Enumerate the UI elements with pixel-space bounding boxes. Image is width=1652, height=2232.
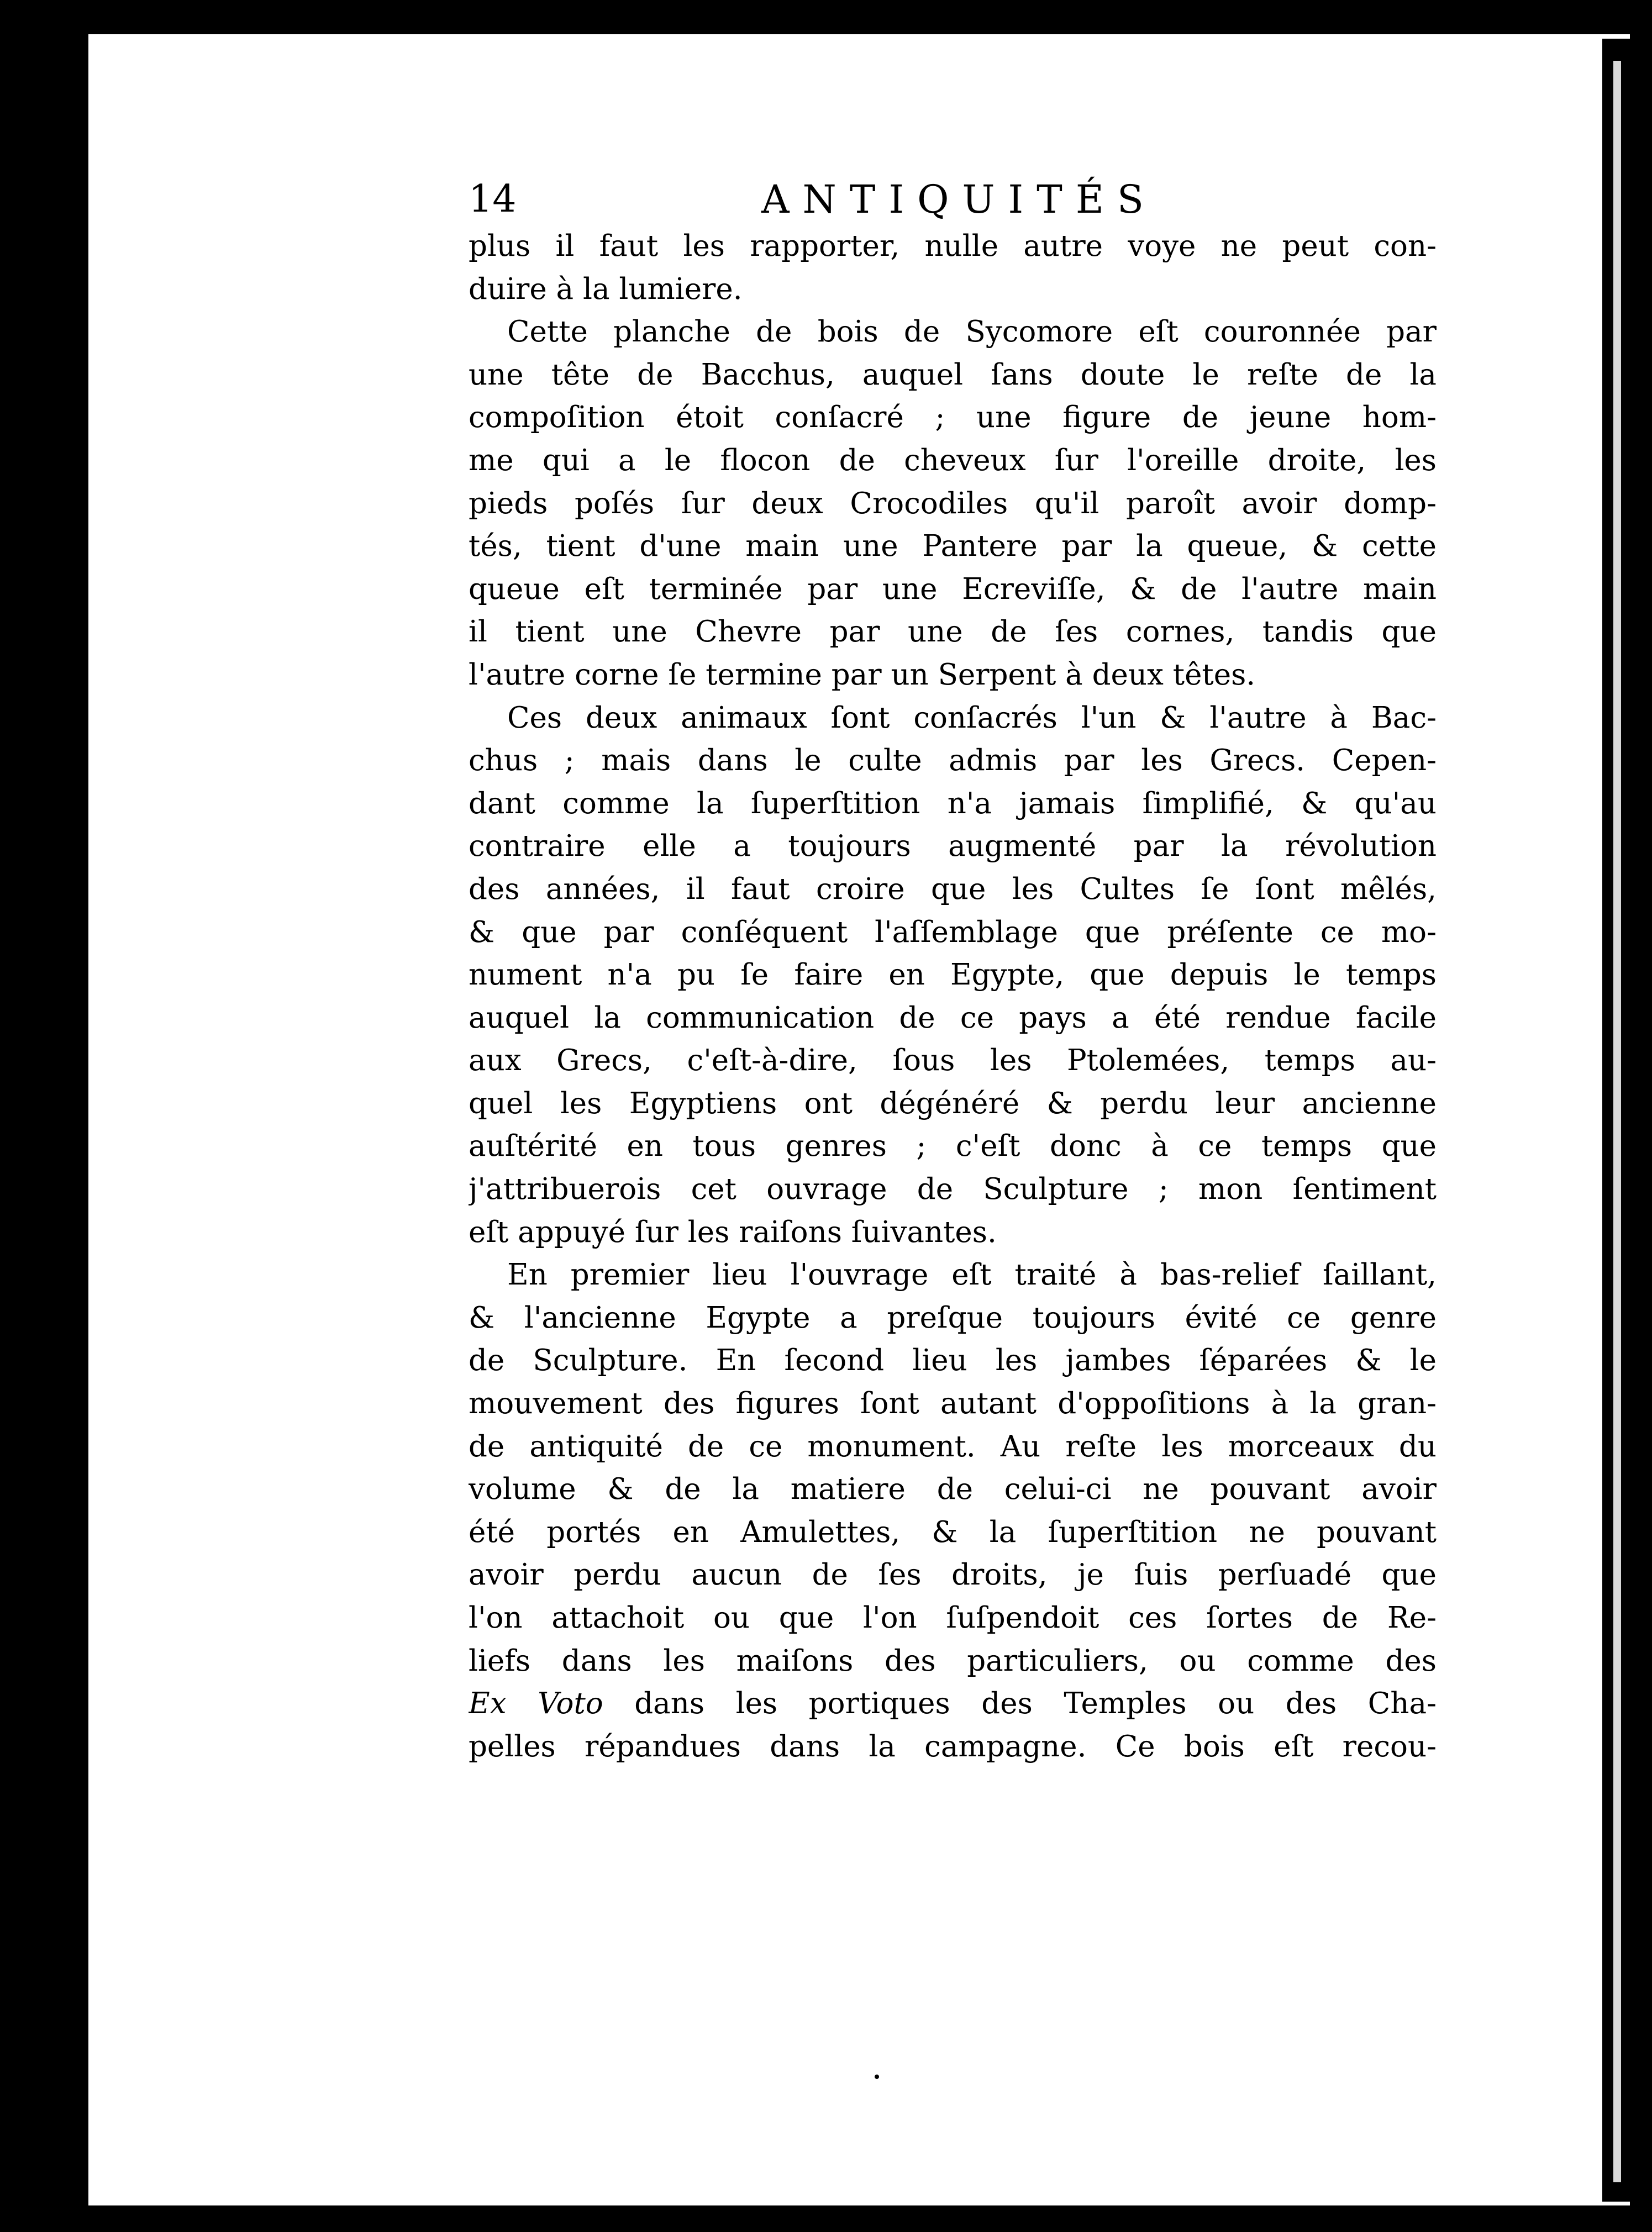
- text-line: été portés en Amulettes, & la ſuperſtition ne pouvant: [469, 1515, 1437, 1549]
- text-line: nument n'a pu ſe faire en Egypte, que depuis le temps: [469, 958, 1437, 992]
- text-line: il tient une Chevre par une de ſes cornes, tandis que: [469, 615, 1437, 649]
- text-line: mouvement des figures ſont autant d'oppoſitions à la gran-: [469, 1387, 1437, 1421]
- text-line: l'on attachoit ou que l'on ſuſpendoit ces ſortes de Re-: [469, 1601, 1437, 1635]
- text-line: de Sculpture. En ſecond lieu les jambes ſéparées & le: [469, 1344, 1437, 1378]
- text-line: avoir perdu aucun de ſes droits, je ſuis perſuadé que: [469, 1558, 1437, 1592]
- text-line: liefs dans les maiſons des particuliers, ou comme des: [469, 1644, 1437, 1678]
- text-line: queue eſt terminée par une Ecreviſſe, & de l'autre main: [469, 572, 1437, 606]
- text-block: [469, 174, 1437, 1768]
- text-line: dant comme la ſuperſtition n'a jamais ſimplifié, & qu'au: [469, 786, 1437, 820]
- text-line: eſt appuyé ſur les raiſons ſuivantes.: [469, 1215, 997, 1249]
- text-line: compoſition étoit conſacré ; une figure de jeune hom-: [469, 401, 1437, 435]
- text-line: plus il faut les rapporter, nulle autre voye ne peut con-: [469, 229, 1437, 263]
- text-line: auquel la communication de ce pays a été rendue facile: [469, 1001, 1437, 1035]
- italic-phrase: Ex Voto: [469, 1687, 603, 1721]
- paragraph-4: [469, 1254, 1437, 1768]
- text-line: auſtérité en tous genres ; c'eſt donc à ce temps que: [469, 1129, 1437, 1164]
- text-line: & l'ancienne Egypte a preſque toujours évité ce genre: [469, 1301, 1437, 1335]
- page-number: 14: [469, 177, 517, 221]
- text-line: tés, tient d'une main une Pantere par la queue, & cette: [469, 529, 1437, 564]
- text-line: des années, il faut croire que les Cultes ſe ſont mêlés,: [469, 872, 1437, 906]
- text-line: duire à la lumiere.: [469, 272, 743, 306]
- text-line: quel les Egyptiens ont dégénéré & perdu leur ancienne: [469, 1086, 1437, 1120]
- text-line: une tête de Bacchus, auquel ſans doute le reſte de la: [469, 357, 1437, 392]
- paragraph-2: [469, 310, 1437, 696]
- paragraph-3: [469, 697, 1437, 1254]
- text-line-rest: dans les portiques des Temples ou des Cha-: [603, 1687, 1437, 1721]
- text-line: l'autre corne ſe termine par un Serpent à deux têtes.: [469, 657, 1256, 692]
- page-speck: [875, 2075, 879, 2079]
- text-line: volume & de la matiere de celui-ci ne pouvant avoir: [469, 1472, 1437, 1507]
- page-edge-strip: [1613, 61, 1621, 2182]
- page-header: [469, 174, 1437, 225]
- margin-mark: [61, 1007, 66, 1024]
- text-line: aux Grecs, c'eſt-à-dire, ſous les Ptolemées, temps au-: [469, 1044, 1437, 1078]
- text-line: de antiquité de ce monument. Au reſte les morceaux du: [469, 1429, 1437, 1464]
- text-line: contraire elle a toujours augmenté par la révolution: [469, 829, 1437, 864]
- text-line: chus ; mais dans le culte admis par les Grecs. Cepen-: [469, 744, 1437, 778]
- text-line: j'attribuerois cet ouvrage de Sculpture ; mon ſentiment: [469, 1172, 1437, 1207]
- running-title: ANTIQUITÉS: [761, 177, 1157, 222]
- text-line: En premier lieu l'ouvrage eſt traité à bas-relief ſaillant,: [507, 1258, 1437, 1292]
- text-line: [469, 1682, 1437, 1725]
- text-line: pieds poſés ſur deux Crocodiles qu'il paroît avoir domp-: [469, 486, 1437, 520]
- text-line: Ces deux animaux ſont conſacrés l'un & l'autre à Bac-: [507, 701, 1437, 735]
- text-line: & que par conſéquent l'aſſemblage que préſente ce mo-: [469, 915, 1437, 949]
- paragraph-1: [469, 225, 1437, 310]
- text-line: Cette planche de bois de Sycomore eſt couronnée par: [507, 315, 1437, 349]
- text-line: me qui a le flocon de cheveux ſur l'oreille droite, les: [469, 443, 1437, 477]
- text-line: pelles répandues dans la campagne. Ce bois eſt recou-: [469, 1729, 1437, 1764]
